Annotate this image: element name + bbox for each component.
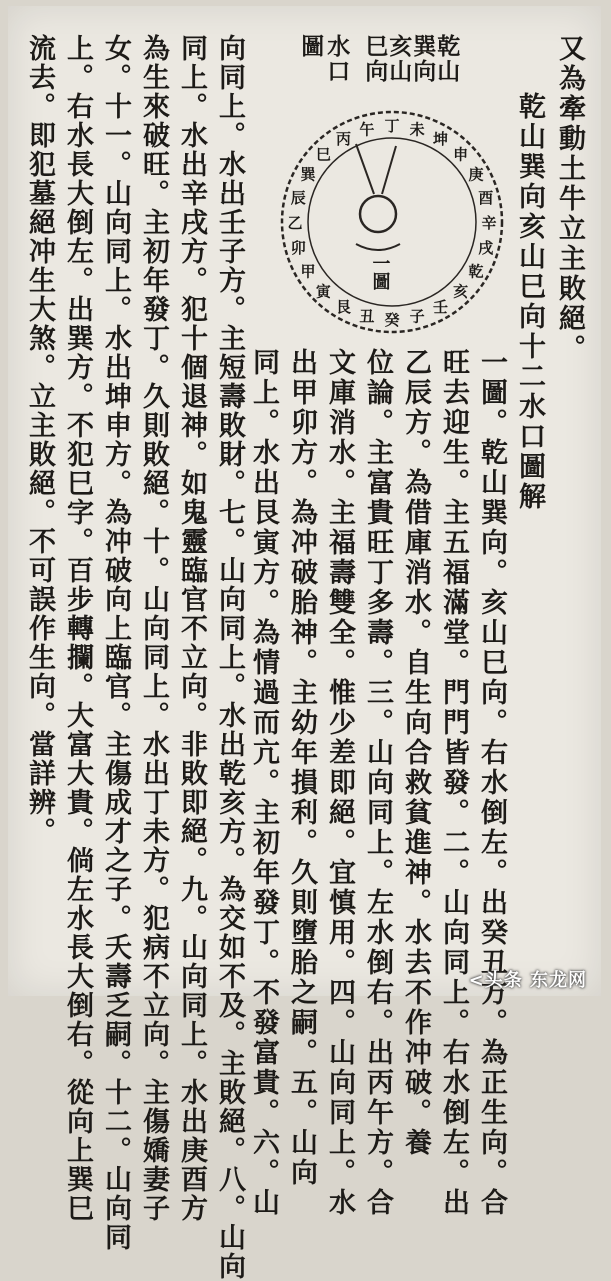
text-column-15: 流去。即犯墓絕冲生大煞。立主敗絕。不可誤作生向。當詳辨。: [24, 34, 55, 846]
lower-arc: [356, 244, 400, 250]
ring-character: 卯: [290, 239, 306, 258]
diagram-label-5: 水口: [323, 34, 351, 84]
center-circle: [360, 196, 396, 232]
diagram-label-3: 亥山: [385, 34, 413, 84]
text-column-7: 文庫消水。主福壽雙全。惟少差即絕。宜慎用。四。山向同上。水: [324, 348, 355, 1218]
book-page: [8, 6, 601, 1281]
section-title: 乾山巽向亥山巳向十二水口圖解: [514, 92, 545, 512]
ring-character: 甲: [300, 262, 316, 281]
ring-character: 乾: [468, 262, 484, 281]
ring-character: 辛: [481, 214, 497, 232]
diagram-label-6: 圖: [297, 34, 325, 59]
ring-character: 巽: [300, 165, 316, 184]
water-line-right: [382, 146, 396, 194]
ring-character: 戌: [478, 239, 494, 258]
text-column-13: 女。十一。山向同上。水出坤申方。為冲破向上臨官。主傷成才之子。夭壽乏嗣。十二。山向同: [100, 34, 131, 1252]
ring-character: 酉: [478, 188, 494, 207]
compass-diagram: [276, 106, 508, 338]
ring-character: 坤: [432, 130, 449, 148]
ring-character: 壬: [432, 298, 449, 316]
diagram-number-label: 一圖: [369, 254, 391, 290]
ring-character: 丁: [384, 117, 400, 135]
water-line-left: [356, 144, 374, 194]
text-column-1: 又為牽動土牛立主敗絕。: [554, 34, 585, 364]
ring-character: 亥: [453, 282, 469, 301]
text-column-4: 旺去迎生。主五福滿堂。門門皆發。二。山向同上。右水倒左。出: [438, 348, 469, 1218]
diagram-label-2: 巽向: [409, 34, 437, 84]
text-column-5: 乙辰方。為借庫消水。自生向合救貧進神。水去不作冲破。養: [400, 348, 431, 1158]
ring-characters: [287, 117, 496, 329]
ring-character: 寅: [315, 282, 331, 301]
diagram-label-4: 巳向: [361, 34, 389, 84]
ring-character: 庚: [468, 165, 484, 184]
text-column-6: 位論。主富貴旺丁多壽。三。山向同上。左水倒右。出丙午方。合: [362, 348, 393, 1218]
diagram-label-1: 乾山: [433, 34, 461, 84]
ring-character: 艮: [335, 298, 352, 316]
ring-character: 申: [453, 145, 469, 164]
ring-character: 未: [409, 120, 425, 139]
text-column-10: 向同上。水出壬子方。主短壽敗財。七。山向同上。水出乾亥方。為交如不及。主敗絕。八。山向: [214, 34, 245, 1281]
ring-character: 丑: [359, 307, 375, 326]
text-column-11: 同上。水出辛戌方。犯十個退神。如鬼靈臨官不立向。非敗即絕。九。山向同上。水出庚酉方: [176, 34, 207, 1223]
ring-character: 辰: [290, 188, 306, 207]
text-column-14: 上。右水長大倒左。出巽方。不犯巳字。百步轉攔。大富大貴。倘左水長大倒右。從向上巽巳: [62, 34, 93, 1223]
ring-character: 巳: [315, 145, 331, 164]
watermark: <头条 东龙网: [468, 970, 587, 991]
text-column-12: 為生來破旺。主初年發丁。久則敗絕。十。山向同上。水出丁未方。犯病不立向。主傷嬌妻子: [138, 34, 169, 1223]
ring-character: 丙: [335, 130, 352, 148]
ring-character: 午: [359, 120, 375, 139]
ring-character: 癸: [384, 311, 400, 329]
ring-character: 子: [409, 307, 425, 326]
ring-character: 乙: [287, 214, 303, 232]
text-column-9: 同上。水出艮寅方。為情過而亢。主初年發丁。不發富貴。六。山: [248, 348, 279, 1218]
text-column-3: 一圖。乾山巽向。亥山巳向。右水倒左。出癸丑方。為正生向。合: [476, 348, 507, 1218]
text-column-8: 出甲卯方。為冲破胎神。主幼年損利。久則墮胎之嗣。五。山向: [286, 348, 317, 1188]
